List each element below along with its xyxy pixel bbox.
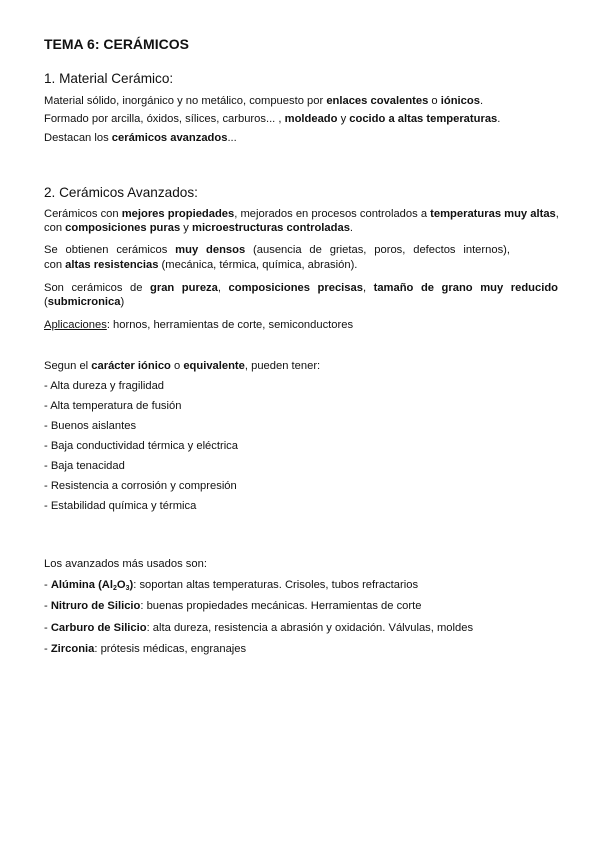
s2-p2-line-1: Se obtienen cerámicos muy densos (ausencia de grietas, poros, defectos internos), — [44, 244, 511, 256]
properties-intro: Segun el carácter iónico o equivalente, pueden tener: — [44, 360, 321, 372]
s2-p3-line-2: (submicronica) — [44, 296, 125, 308]
used-item-nitruro: - Nitruro de Silicio: buenas propiedades mecánicas. Herramientas de corte — [44, 600, 422, 612]
s2-p2-line-2: con altas resistencias (mecánica, térmica, química, abrasión). — [44, 259, 358, 271]
property-item: - Baja tenacidad — [44, 460, 125, 472]
property-item: - Alta temperatura de fusión — [44, 400, 182, 412]
property-item: - Alta dureza y fragilidad — [44, 380, 165, 392]
applications-label: Aplicaciones — [44, 319, 107, 331]
page-title: TEMA 6: CERÁMICOS — [44, 36, 189, 52]
property-item: - Estabilidad química y térmica — [44, 500, 197, 512]
s1-paragraph-1: Material sólido, inorgánico y no metálico, compuesto por enlaces covalentes o iónicos. — [44, 95, 484, 107]
used-item-zirconia: - Zirconia: prótesis médicas, engranajes — [44, 643, 247, 655]
property-item: - Resistencia a corrosión y compresión — [44, 480, 237, 492]
s2-p3-line-1: Son cerámicos de gran pureza, composiciones precisas, tamaño de grano muy reducido — [44, 282, 558, 294]
applications-line: Aplicaciones: hornos, herramientas de corte, semiconductores — [44, 319, 354, 331]
used-item-carburo: - Carburo de Silicio: alta dureza, resistencia a abrasión y oxidación. Válvulas, moldes — [44, 622, 474, 634]
s1-paragraph-3: Destacan los cerámicos avanzados... — [44, 132, 237, 144]
property-item: - Buenos aislantes — [44, 420, 137, 432]
property-item: - Baja conductividad térmica y eléctrica — [44, 440, 239, 452]
section-2-heading: 2. Cerámicos Avanzados: — [44, 185, 198, 200]
used-item-alumina: - Alúmina $(Al_2O_3)$: soportan altas temperaturas. Crisoles, tubos refractarios — [44, 579, 419, 592]
section-1-heading: 1. Material Cerámico: — [44, 71, 174, 86]
s2-p1-line-2: con composiciones puras y microestructuras controladas. — [44, 222, 354, 234]
used-intro: Los avanzados más usados son: — [44, 558, 207, 570]
s2-p1-line-1: Cerámicos con mejores propiedades, mejorados en procesos controlados a temperaturas muy altas, — [44, 208, 559, 220]
s1-paragraph-2: Formado por arcilla, óxidos, sílices, carburos... , moldeado y cocido a altas temperaturas. — [44, 113, 501, 125]
